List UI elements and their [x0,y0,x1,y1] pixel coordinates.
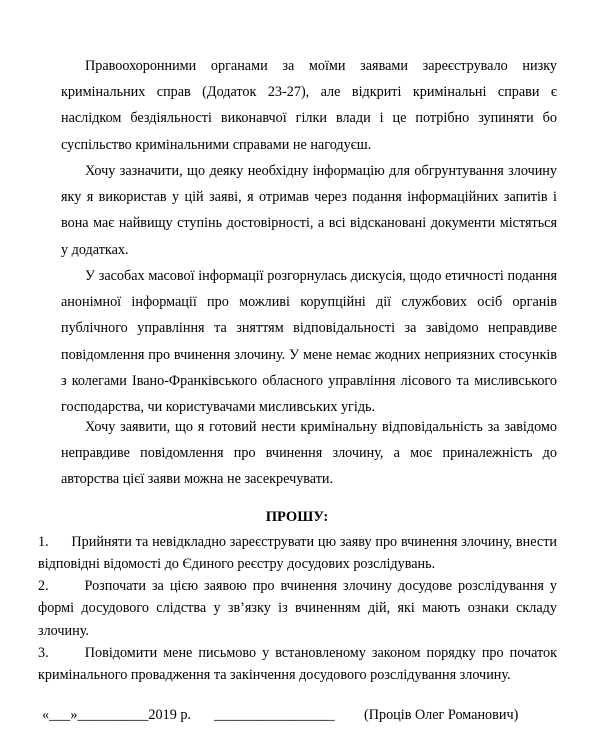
request-item-number: 1. [38,534,49,550]
request-heading: ПРОШУ: [265,509,329,525]
request-item-text: Розпочати за цією заявою про вчинення злочину досудове розслідування у формі досудового слідства у зв’язку із вчиненням дій, які мають ознаки складу злочину. [38,578,557,639]
paragraph-4: Хочу заявити, що я готовий нести кримінальну відповідальність за завідомо неправдиве повідомлення про вчинення злочину, а моє приналежність до авторства цієї заяви можна не засекречувати. [61,419,557,488]
paragraph-1: Правоохоронними органами за моїми заявами зареєструвало низку кримінальних справ (Додаток 23-27), але відкриті кримінальні справи є наслідком бездіяльності виконавчої гілки влади і це потрібно зупиняти бо суспільство кримінальними справами не нагодуєш. [61,58,557,153]
signer-name: (Проців Олег Романович) [364,707,519,723]
request-item-2 [38,575,557,642]
signature-line: _________________ [214,707,335,723]
request-item-1 [38,531,557,576]
request-item-3 [38,642,557,687]
request-item-number: 3. [38,645,49,661]
paragraph-3: У засобах масової інформації розгорнулась дискусія, щодо етичності подання анонімної інформації про можливі корупційні дії службових осіб органів публічного управління та зняттям відповідальності за завідомо неправдиве повідомлення про вчинення злочину. У мене немає жодних неприязних стосунків з колегами Івано-Франківського обласного управління лісового та мисливського господарства, чи користувачами мисливських угідь. [61,268,557,416]
request-item-text: Прийняти та невідкладно зареєструвати цю заяву про вчинення злочину, внести відповідні відомості до Єдиного реєстру досудових розслідувань. [38,534,557,573]
date-field: «___»__________2019 р. [42,707,191,723]
signature-footer [38,705,558,725]
request-item-text: Повідомити мене письмово у встановленому законом порядку про початок кримінального провадження та закінчення досудового розслідування злочину. [38,645,558,684]
paragraph-2: Хочу зазначити, що деяку необхідну інформацію для обгрунтування злочину яку я використав у цій заяві, я отримав через подання інформаційних запитів і вона має найвищу ступінь достовірності, а всі відскановані документи містяться у додатках. [61,163,557,258]
request-item-number: 2. [38,578,49,594]
